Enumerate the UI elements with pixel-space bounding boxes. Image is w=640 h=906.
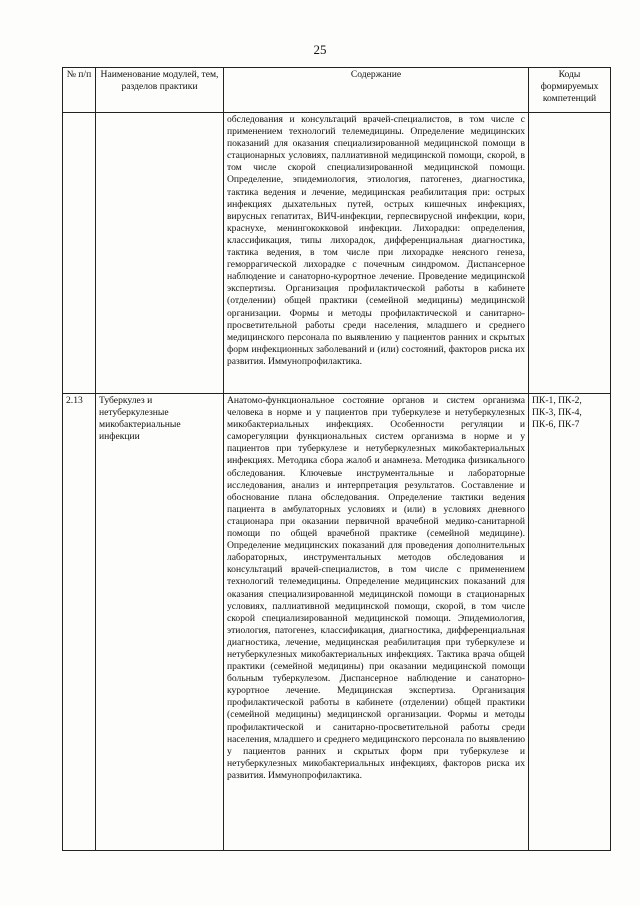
row-codes-cell	[529, 113, 611, 394]
header-content: Содержание	[224, 68, 529, 113]
row-module-name-cell: Туберкулез и нетуберкулезные микобактериальные инфекции	[96, 394, 224, 851]
table-header-row	[63, 68, 611, 113]
row-content-cell: обследования и консультаций врачей-специалистов, в том числе с применением технологий телемедицины. Определение медицинских показаний для оказания специализированной медицинской помощи в стационарных условиях, паллиативной медицинской помощи, скорой, в том числе скорой специализированной медицинской помощи. Определение, эпидемиология, этиология, патогенез, диагностика, тактика ведения и лечение, медицинская реабилитация при: острых инфекциях дыхательных путей, острых кишечных инфекциях, вирусных гепатитах, ВИЧ-инфекции, герпесвирусной инфекции, кори, краснухе, менингококковой инфекции. Лихорадки: определения, классификация, типы лихорадок, дифференциальная диагностика, тактика ведения, в том числе при лихорадке неясного генеза, геморрагической лихорадке с почечным синдромом. Диспансерное наблюдение и санаторно-курортное лечение. Проведение медицинской экспертизы. Организация профилактической работы в кабинете (отделении) общей практики (семейной медицины) медицинской организации. Формы и методы профилактической и санитарно-просветительной работы среди населения, младшего и среднего медицинского персонала по выявлению у пациентов ранних и скрытых форм инфекционных заболеваний и (или) состояний, факторов риска их развития. Иммунопрофилактика.	[224, 113, 529, 394]
row-codes-cell: ПК-1, ПК-2, ПК-3, ПК-4, ПК-6, ПК-7	[529, 394, 611, 851]
row-module-name-cell	[96, 113, 224, 394]
header-module-name: Наименование модулей, тем, разделов практики	[96, 68, 224, 113]
row-content-cell: Анатомо-функциональное состояние органов и систем организма человека в норме и у пациентов при туберкулезе и нетуберкулезных микобактериальных инфекциях. Особенности регуляции и саморегуляции функциональных систем организма в норме и у пациентов при туберкулезе и нетуберкулезных микобактериальных инфекциях. Методика сбора жалоб и анамнеза. Методика физикального обследования. Ключевые инструментальные и лабораторные исследования, анализ и интерпретация результатов. Составление и обоснование плана обследования. Определение тактики ведения пациента в амбулаторных условиях и (или) в условиях дневного стационара при оказании первичной врачебной медико-санитарной помощи по общей врачебной практике (семейной медицине). Определение медицинских показаний для проведения дополнительных лабораторных, инструментальных методов обследования и консультаций врачей-специалистов, в том числе с применением технологий телемедицины. Определение медицинских показаний для оказания специализированной медицинской помощи в стационарных условиях, паллиативной медицинской помощи, скорой, в том числе скорой специализированной медицинской помощи. Эпидемиология, этиология, патогенез, классификация, диагностика, дифференциальная диагностика, лечение, медицинская реабилитация при туберкулезе и нетуберкулезных микобактериальных инфекциях. Тактика врача общей практики (семейной медицины) при оказании медицинской помощи больным туберкулезом. Диспансерное наблюдение и санаторно-курортное лечение. Медицинская экспертиза. Организация профилактической работы в кабинете (отделении) общей практики (семейной медицины) медицинской организации. Формы и методы профилактической и санитарно-просветительной работы среди населения, младшего и среднего медицинского персонала по выявлению у пациентов ранних и скрытых форм при туберкулезе и нетуберкулезных микобактериальных инфекциях, факторов риска их развития. Иммунопрофилактика.	[224, 394, 529, 851]
row-number-cell	[63, 113, 96, 394]
row-number-cell: 2.13	[63, 394, 96, 851]
table-row	[63, 113, 611, 394]
header-competence-codes: Коды формируемых компетенций	[529, 68, 611, 113]
table-row	[63, 394, 611, 851]
header-number: № п/п	[63, 68, 96, 113]
practice-content-table	[62, 67, 611, 851]
page-number: 25	[313, 42, 327, 57]
